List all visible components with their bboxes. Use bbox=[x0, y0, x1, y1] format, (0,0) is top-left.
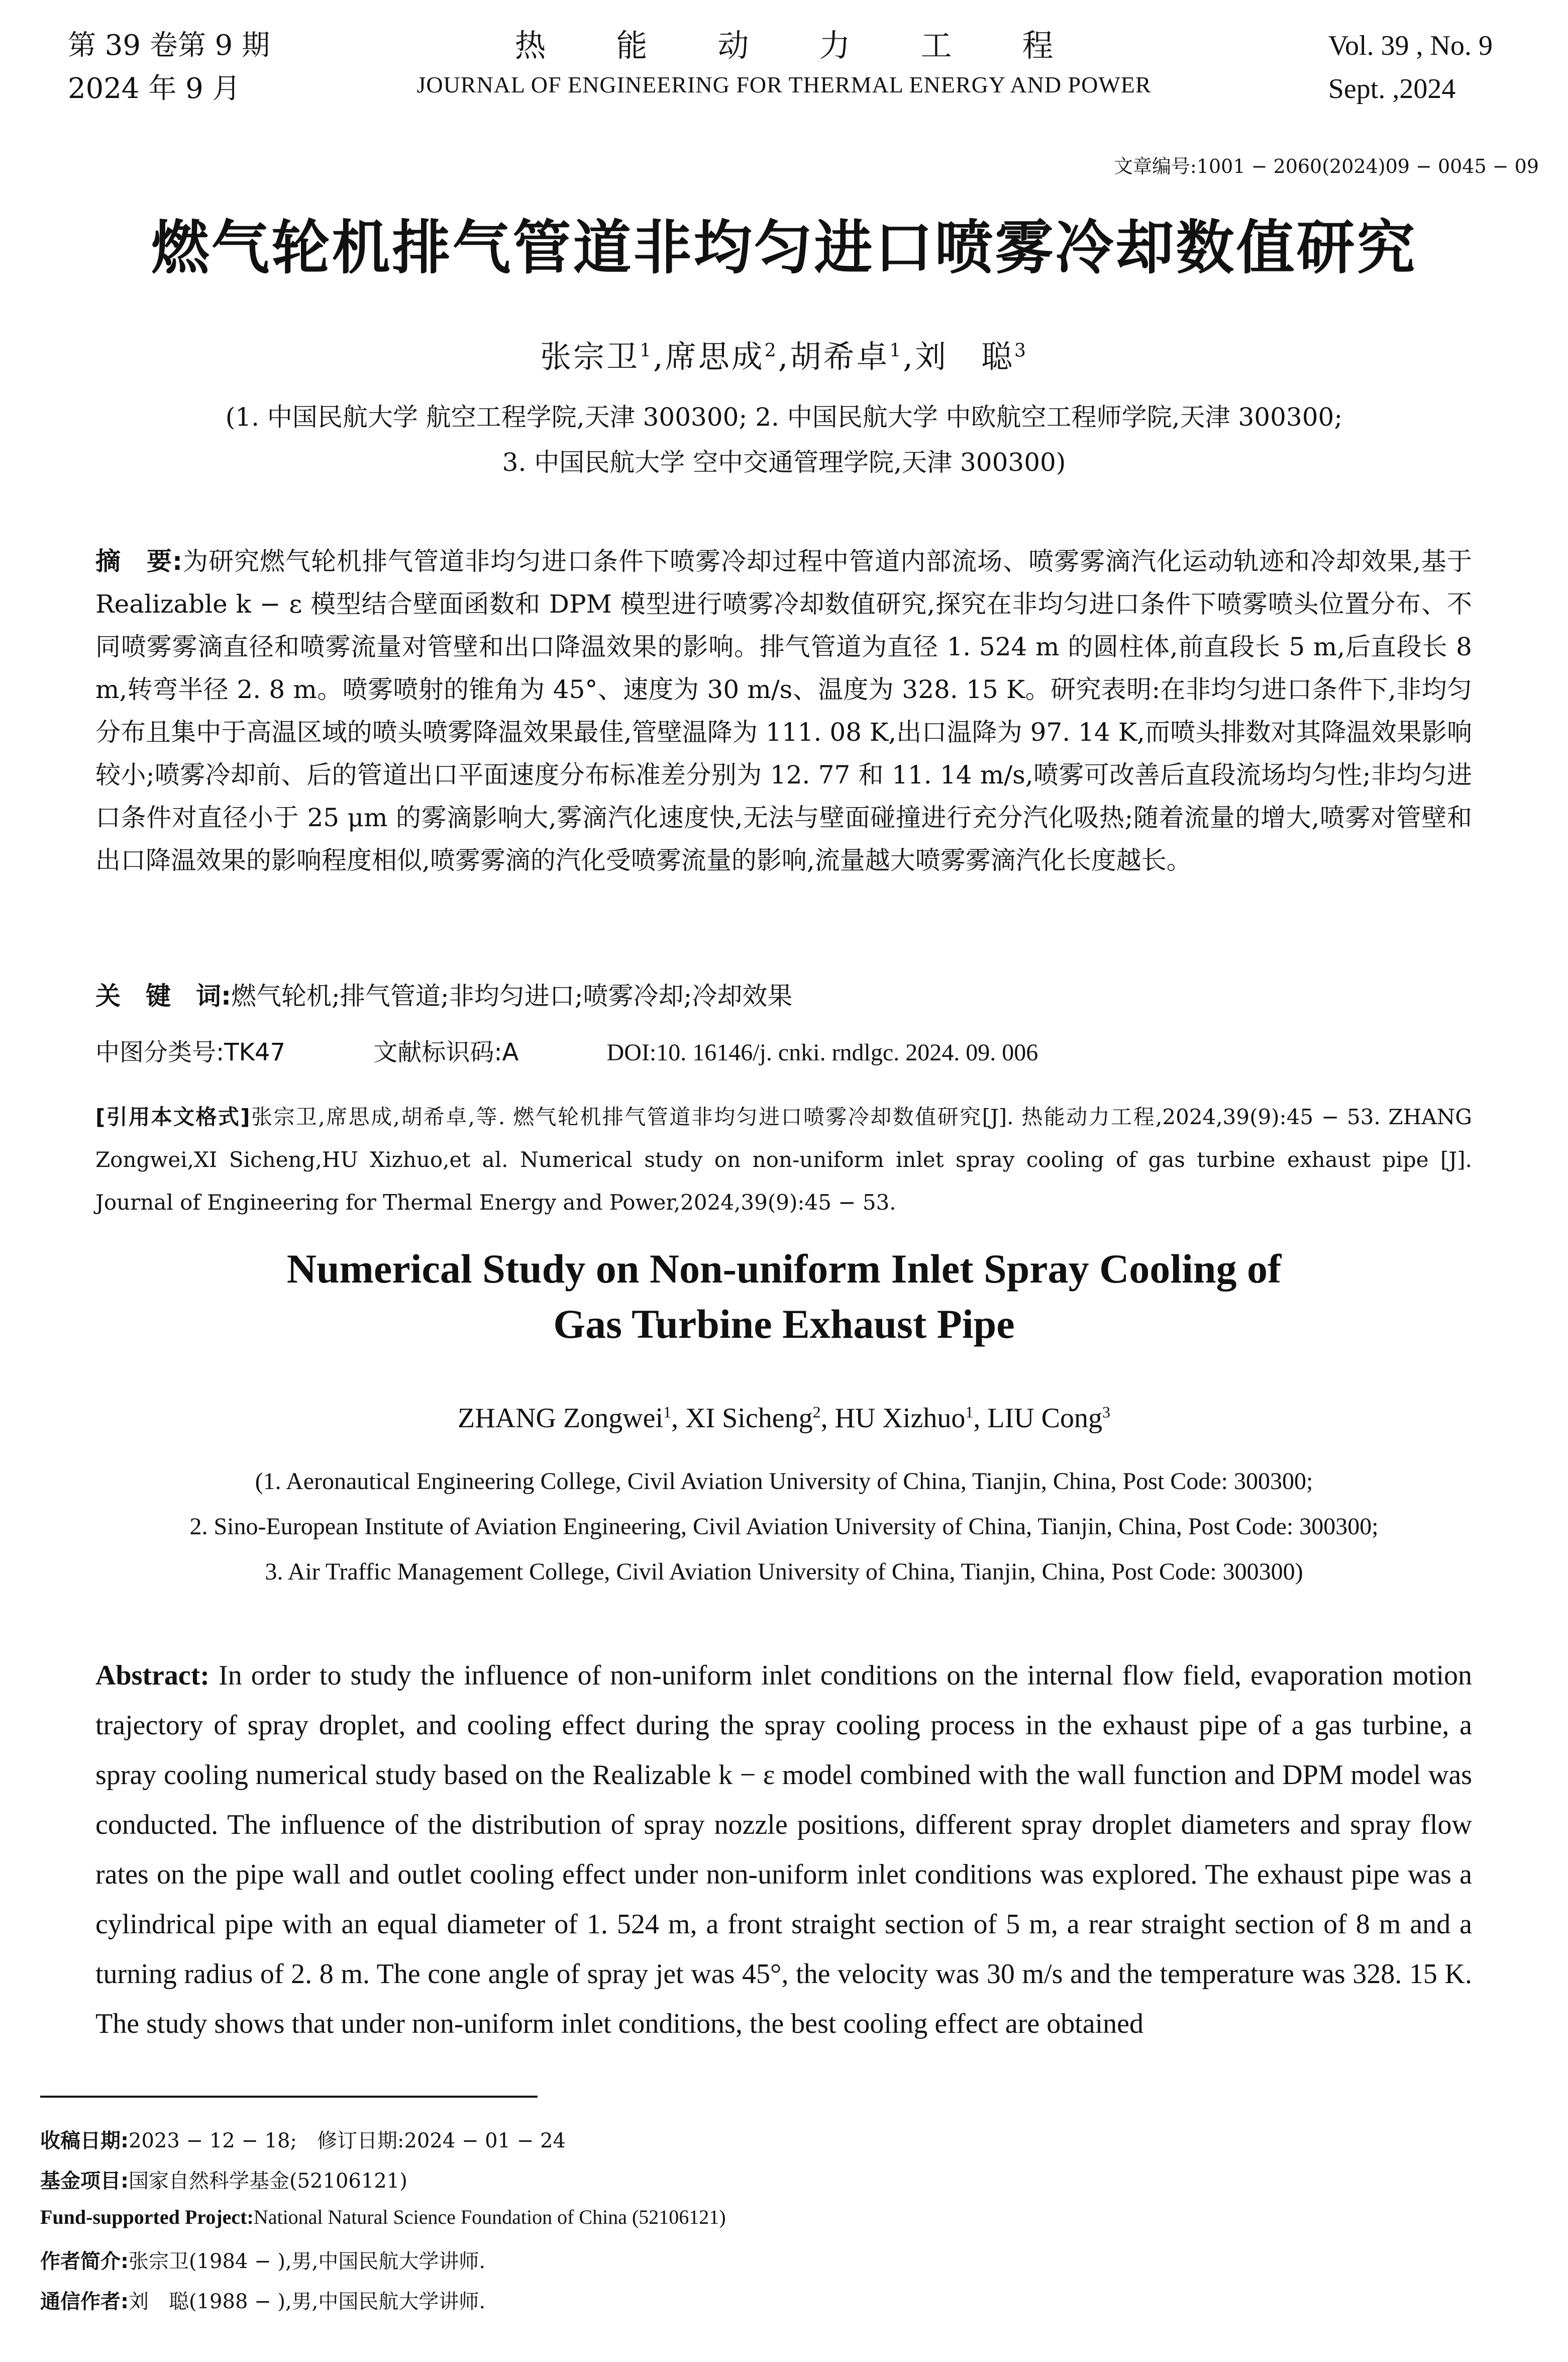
footnote-label: 基金项目: bbox=[40, 2170, 129, 2193]
author-name: 张宗卫 bbox=[540, 338, 640, 375]
footnote-text: 2023 − 12 − 18; 修订日期:2024 − 01 − 24 bbox=[129, 2129, 566, 2152]
issue-info-cn bbox=[68, 24, 270, 111]
paper-title-en-line: Gas Turbine Exhaust Pipe bbox=[553, 1301, 1015, 1347]
footnote-label: Fund-supported Project: bbox=[40, 2206, 254, 2228]
footnote-divider bbox=[40, 2096, 538, 2098]
footnote-author-bio bbox=[40, 2245, 485, 2274]
author-list-cn: 张宗卫$^1$,席思成$^2$,胡希卓$^1$,刘 聪$^3$ bbox=[540, 338, 1028, 375]
author-affiliation-mark: 3 bbox=[1102, 1403, 1110, 1421]
author-name: XI Sicheng bbox=[685, 1403, 813, 1434]
affiliation-cn: 3. 中国民航大学 空中交通管理学院,天津 300300) bbox=[502, 448, 1066, 477]
author-name: HU Xizhuo bbox=[834, 1403, 966, 1434]
date-en: Sept. ,2024 bbox=[1328, 73, 1456, 105]
author-affiliation-mark: 1 bbox=[640, 340, 653, 361]
author-affiliation-mark: 1 bbox=[965, 1403, 974, 1421]
journal-masthead bbox=[301, 24, 1267, 103]
affiliation-en: 2. Sino-European Institute of Aviation Engineering, Civil Aviation University of China, Tianjin, China, Post Code: 300300; bbox=[189, 1513, 1379, 1540]
footnote-label: 收稿日期: bbox=[40, 2129, 129, 2152]
author-affiliation-mark: 1 bbox=[889, 340, 903, 361]
author-list-en: ZHANG Zongwei$^1$, XI Sicheng$^2$, HU Xizhuo$^1$, LIU Cong$^3$ bbox=[458, 1403, 1110, 1434]
abstract-text-cn: 为研究燃气轮机排气管道非均匀进口条件下喷雾冷却过程中管道内部流场、喷雾雾滴汽化运动轨迹和冷却效果,基于 Realizable k − ε 模型结合壁面函数和 DPM 模型进行喷雾冷却数值研究,探究在非均匀进口条件下喷雾喷头位置分布、不同喷雾雾滴直径和喷雾流量对管壁和出口降温效果的影响。排气管道为直径 1. 524 m 的圆柱体,前直段长 5 m,后直段长 8 m,转弯半径 2. 8 m。喷雾喷射的锥角为 45°、速度为 30 m/s、温度为 328. 15 K。研究表明:在非均匀进口条件下,非均匀分布且集中于高温区域的喷头喷雾降温效果最佳,管壁温降为 111. 08 K,出口温降为 97. 14 K,而喷头排数对其降温效果影响较小;喷雾冷却前、后的管道出口平面速度分布标准差分别为 12. 77 和 11. 14 m/s,喷雾可改善后直段流场均匀性;非均匀进口条件对直径小于 25 μm 的雾滴影响大,雾滴汽化速度快,无法与壁面碰撞进行充分汽化吸热;随着流量的增大,喷雾对管壁和出口降温效果的影响程度相似,喷雾雾滴的汽化受喷雾流量的影响,流量越大喷雾雾滴汽化长度越长。 bbox=[95, 547, 1472, 875]
paper-title-en-line: Numerical Study on Non-uniform Inlet Spray Cooling of bbox=[286, 1246, 1282, 1292]
issue-info-en bbox=[1328, 24, 1493, 111]
keywords-label-cn: 关 键 词: bbox=[95, 981, 231, 1011]
author-affiliation-mark: 2 bbox=[764, 340, 778, 361]
affiliation-cn: (1. 中国民航大学 航空工程学院,天津 300300; 2. 中国民航大学 中欧航空工程师学院,天津 300300; bbox=[225, 403, 1343, 432]
abstract-label-en: Abstract: bbox=[95, 1660, 210, 1691]
article-number: 文章编号:1001 − 2060(2024)09 − 0045 − 09 bbox=[1114, 155, 1539, 177]
author-affiliation-mark: 1 bbox=[663, 1403, 672, 1421]
footnote-text: 张宗卫(1984 − ),男,中国民航大学讲师. bbox=[129, 2250, 486, 2273]
footnote-text: National Natural Science Foundation of China (52106121) bbox=[253, 2206, 726, 2228]
footnote-fund-en bbox=[40, 2205, 726, 2229]
abstract-cn bbox=[95, 540, 1472, 882]
journal-name-cn: 热能动力工程 bbox=[514, 27, 1124, 64]
author-affiliation-mark: 3 bbox=[1014, 340, 1028, 361]
volume-issue-en: Vol. 39 , No. 9 bbox=[1328, 30, 1493, 61]
author-name: LIU Cong bbox=[987, 1403, 1102, 1434]
footnote-received-date bbox=[40, 2125, 566, 2153]
footnote-text: 刘 聪(1988 − ),男,中国民航大学讲师. bbox=[129, 2290, 486, 2313]
affiliation-en: 3. Air Traffic Management College, Civil Aviation University of China, Tianjin, China, Post Code: 300300) bbox=[265, 1558, 1303, 1585]
volume-issue-cn: 第 39 卷第 9 期 bbox=[68, 29, 270, 62]
abstract-en bbox=[95, 1651, 1472, 2049]
author-affiliation-mark: 2 bbox=[812, 1403, 821, 1421]
footnote-label: 通信作者: bbox=[40, 2290, 129, 2313]
footnote-label: 作者简介: bbox=[40, 2250, 129, 2273]
date-cn: 2024 年 9 月 bbox=[68, 72, 241, 105]
keywords-cn bbox=[95, 975, 1472, 1018]
paper-title-cn: 燃气轮机排气管道非均匀进口喷雾冷却数值研究 bbox=[151, 214, 1417, 282]
document-code: 文献标识码:A bbox=[373, 1038, 519, 1066]
journal-name-en: JOURNAL OF ENGINEERING FOR THERMAL ENERGY AND POWER bbox=[416, 72, 1152, 97]
footnote-text: 国家自然科学基金(52106121) bbox=[129, 2170, 407, 2193]
affiliation-en: (1. Aeronautical Engineering College, Civil Aviation University of China, Tianjin, China, Post Code: 300300; bbox=[255, 1468, 1313, 1495]
clc-number: 中图分类号:TK47 bbox=[95, 1038, 286, 1066]
keywords-text-cn: 燃气轮机;排气管道;非均匀进口;喷雾冷却;冷却效果 bbox=[231, 981, 793, 1011]
abstract-label-cn: 摘 要: bbox=[95, 547, 183, 576]
abstract-text-en: In order to study the influence of non-uniform inlet conditions on the internal flow field, evaporation motion trajectory of spray droplet, and cooling effect during the spray cooling process in the exhaust pipe of a gas turbine, a spray cooling numerical study based on the Realizable k − ε model combined with the wall function and DPM model was conducted. The influence of the distribution of spray nozzle positions, different spray droplet diameters and spray flow rates on the pipe wall and outlet cooling effect under non-uniform inlet conditions was explored. The exhaust pipe was a cylindrical pipe with an equal diameter of 1. 524 m, a front straight section of 5 m, a rear straight section of 8 m and a turning radius of 2. 8 m. The cone angle of spray jet was 45°, the velocity was 30 m/s and the temperature was 328. 15 K. The study shows that under non-uniform inlet conditions, the best cooling effect are obtained bbox=[95, 1660, 1473, 2039]
paper-title-en bbox=[0, 1241, 1568, 1352]
classification-line bbox=[95, 1033, 1118, 1067]
doi: DOI:10. 16146/j. cnki. rndlgc. 2024. 09. 006 bbox=[606, 1039, 1038, 1066]
author-name: 刘 聪 bbox=[915, 338, 1015, 375]
footnote-fund-cn bbox=[40, 2165, 407, 2194]
citation-format bbox=[95, 1096, 1472, 1224]
footnote-corresponding-author bbox=[40, 2286, 485, 2314]
author-name: 胡希卓 bbox=[790, 338, 890, 375]
citation-text: 张宗卫,席思成,胡希卓,等. 燃气轮机排气管道非均匀进口喷雾冷却数值研究[J]. 热能动力工程,2024,39(9):45 − 53. ZHANG Zongwei,XI Sicheng,HU Xizhuo,et al. Numerical study on non-uniform inlet spray cooling of gas turbine exhaust pipe [J]. Journal of Engineering for Thermal Energy and Power,2024,39(9):45 − 53. bbox=[95, 1105, 1472, 1215]
author-name: ZHANG Zongwei bbox=[458, 1403, 664, 1434]
author-name: 席思成 bbox=[665, 338, 765, 375]
citation-label: [引用本文格式] bbox=[95, 1105, 250, 1129]
